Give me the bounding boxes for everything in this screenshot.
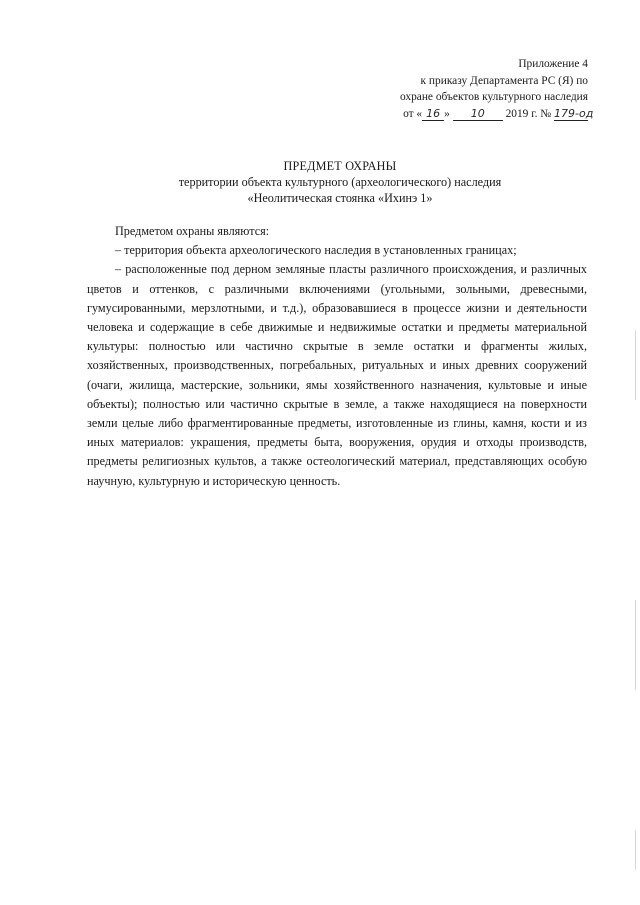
date-mid: » xyxy=(444,107,450,120)
document-title: ПРЕДМЕТ ОХРАНЫ xyxy=(283,159,397,173)
order-reference: к приказу Департамента РС (Я) по xyxy=(420,74,588,87)
order-date-line xyxy=(358,106,594,123)
order-year: 2019 г. № xyxy=(505,107,552,120)
date-prefix: от « xyxy=(403,107,423,120)
appendix-header xyxy=(358,56,594,122)
scan-edge-mark xyxy=(635,330,636,400)
body-intro: Предметом охраны являются: xyxy=(115,224,270,238)
document-body xyxy=(87,222,587,491)
document-subtitle-site: «Неолитическая стоянка «Ихинэ 1» xyxy=(247,191,433,205)
order-number: 179-од xyxy=(554,106,594,120)
body-item-territory: – территория объекта археологического наследия в установленных границах; xyxy=(115,243,517,258)
order-day: 16 xyxy=(422,107,444,121)
body-item-layers: – расположенные под дерном земляные пласты различного происхождения, и различных цветов и оттенков, с различными включениями (угольными, зольными, древесными, гумусированными, мерзлотными, и т.д.), образовавшиеся в процессе жизни и деятельности человека и содержащие в себе движимые и недвижимые остатки и предметы материальной культуры: полностью или частично скрытые в земле остатки и фрагменты жилых, хозяйственных, производственных, погребальных, ритуальных и иных древних сооружений (очаги, жилища, мастерские, зольники, ямы хозяйственного назначения, культовые и иные объекты); полностью или частично скрытые в земле, а также находящиеся на поверхности земли целые либо фрагментированные предметы, изготовленные из глины, камня, кости и из иных материалов: украшения, предметы быта, вооружения, орудия и отходы производств, предметы религиозных культов, а также остеологический материал, представляющих особую научную, культурную и историческую ценность. xyxy=(87,262,587,488)
document-subtitle-territory: территории объекта культурного (археологического) наследия xyxy=(178,175,502,189)
order-month: 10 xyxy=(453,107,503,121)
scan-edge-mark xyxy=(635,600,636,690)
department-name: охране объектов культурного наследия xyxy=(399,91,588,103)
scan-edge-mark xyxy=(635,830,636,870)
document-title-block xyxy=(90,158,590,206)
appendix-number: Приложение 4 xyxy=(518,58,588,70)
